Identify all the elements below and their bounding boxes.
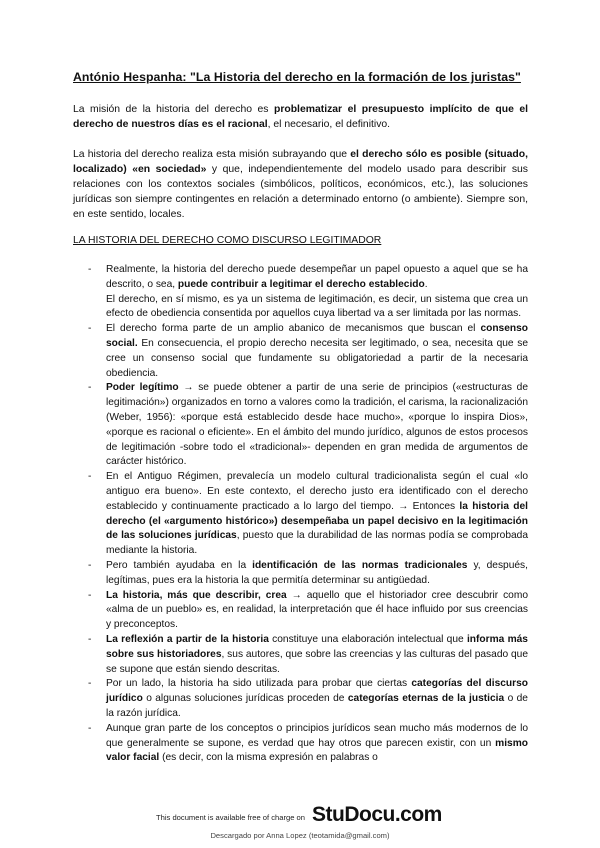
download-credit: Descargado por Anna Lopez (teotamida@gmail.com) <box>210 831 390 840</box>
bullet-bold: consenso social. <box>106 323 528 349</box>
bullet-bold: puede contribuir a legitimar el derecho establecido <box>177 278 425 290</box>
document-title: António Hespanha: "La Historia del derecho en la formación de los juristas" <box>73 70 521 84</box>
bullet-text: → aquello que el historiador cree descubrir como «alma de un pueblo» es, en realidad, la interpretación que él hace influido por sus creencias y preconceptos. <box>106 589 529 631</box>
bullet-dash: - <box>88 633 92 645</box>
bullet-text: → se puede obtener a partir de una serie de principios («estructuras de legitimación») organizados en torno a valores como la tradición, el carisma, la racionalización (Weber, 1956): «porque está establecido desde hace mucho», «porque lo inspira Dios», «porque es racional o eficiente». En el ámbito del mundo jurídico, algunos de estos procesos de legitimación -sobre todo el «tradicional»- dependen en gran medida de argumentos de carácter histórico. <box>106 382 528 468</box>
para2-bold-1: el derecho sólo es posible (situado, localizado) «en sociedad» <box>73 149 528 175</box>
bullet-text: Por un lado, la historia ha sido utilizada para probar que ciertas <box>106 678 412 690</box>
list-item <box>88 722 528 766</box>
bullet-text: constituye una elaboración intelectual que <box>268 633 467 645</box>
bullet-text: Aunque gran parte de los conceptos o principios jurídicos sean mucho más modernos de lo que generalmente se supone, es verdad que hay otros que parecen existir, con un <box>106 722 528 749</box>
bullet-text: Realmente, la historia del derecho puede desempeñar un papel opuesto a aquel que se ha descrito, o sea, <box>106 264 528 290</box>
bullet-bold: La historia, más que describir, crea <box>106 589 287 601</box>
intro-paragraph <box>73 102 528 132</box>
list-item <box>88 589 528 633</box>
bullet-text: . <box>424 278 428 290</box>
bullet-dash: - <box>88 264 92 275</box>
intro-text-2: , el necesario, el definitivo. <box>267 119 391 130</box>
list-item <box>88 381 528 470</box>
bullet-bold: la historia del derecho (el «argumento histórico») desempeñaba un papel decisivo en la legitimación de las soluciones jurídicas <box>106 500 528 542</box>
bullet-text: , sus autores, que sobre las creencias y las culturas del pasado que se supone que están siendo descritas. <box>106 648 528 675</box>
list-item <box>88 263 528 322</box>
bullet-text: En consecuencia, el propio derecho necesita ser legitimado, o sea, necesita que se cree un consenso social que fundamente su obligatoriedad a partir de la necesaria obediencia. <box>106 337 528 379</box>
logo-suffix-text: .com <box>394 803 442 826</box>
bullet-text: Pero también ayudaba en la <box>106 559 253 571</box>
intro-text-1: La misión de la historia del derecho es <box>73 104 274 115</box>
section-heading: LA HISTORIA DEL DERECHO COMO DISCURSO LEGITIMADOR <box>73 235 382 246</box>
intro-bold-1: problematizar el presupuesto implícito de que el derecho de nuestros días es el racional <box>73 104 528 130</box>
para2-text-2: y que, independientemente del modelo usado para describir sus relaciones con los contextos sociales (simbólicos, políticos, económicos, etc.), las soluciones jurídicas son siempre contingentes en relación a determinado entorno (o ambiente). Siempre son, en este sentido, locales. <box>73 164 528 220</box>
bullet-dash: - <box>88 722 92 734</box>
second-paragraph <box>73 147 528 222</box>
studocu-logo-link[interactable] <box>312 803 442 827</box>
bullet-text: En el Antiguo Régimen, prevalecía un modelo cultural tradicionalista según el cual «lo antiguo era bueno». En este contexto, el derecho justo era identificado con el derecho establecido y continuamente practicado a lo largo del tiempo. → Entonces <box>106 471 528 512</box>
bullet-list <box>88 263 528 766</box>
bullet-dash: - <box>88 323 92 335</box>
list-item <box>88 677 528 721</box>
list-item <box>88 559 528 589</box>
availability-note: This document is available free of charge on <box>156 813 306 822</box>
bullet-bold: identificación de las normas tradicionales <box>252 559 468 571</box>
bullet-bold: categorías del discurso jurídico <box>106 678 528 705</box>
bullet-dash: - <box>88 589 92 601</box>
bullet-text: y, después, legítimas, pues era la historia la que permitía determinar su antigüedad. <box>106 559 528 586</box>
bullet-bold: mismo valor facial <box>106 737 528 764</box>
bullet-text: o algunas soluciones jurídicas proceden de <box>142 693 348 705</box>
bullet-text: o de la razón jurídica. <box>106 693 528 719</box>
list-item <box>88 322 528 381</box>
para2-text-1: La historia del derecho realiza esta misión subrayando que <box>73 149 351 160</box>
bullet-text: El derecho, en sí mismo, es ya un sistema de legitimación, es decir, un sistema que crea un efecto de obediencia consentida por aquellos cuya libertad va a ser limitada por las normas. <box>106 293 528 320</box>
bullet-text: El derecho forma parte de un amplio abanico de mecanismos que buscan el <box>106 323 481 335</box>
list-item <box>88 633 528 677</box>
bullet-bold: La reflexión a partir de la historia <box>106 633 269 645</box>
bullet-dash: - <box>88 382 92 394</box>
bullet-bold: informa más sobre sus historiadores <box>106 633 528 660</box>
list-item <box>88 470 528 559</box>
bullet-dash: - <box>88 559 92 571</box>
bullet-dash: - <box>88 471 92 483</box>
bullet-bold: categorías eternas de la justicia <box>347 693 505 705</box>
bullet-text: , puesto que la durabilidad de las normas podía se comprobada mediante la historia. <box>106 530 528 557</box>
bullet-dash: - <box>88 678 92 690</box>
bullet-text: (es decir, con la misma expresión en palabras o <box>159 752 378 764</box>
bullet-bold: Poder legítimo <box>106 382 179 394</box>
logo-main-text: StuDocu <box>312 803 395 826</box>
